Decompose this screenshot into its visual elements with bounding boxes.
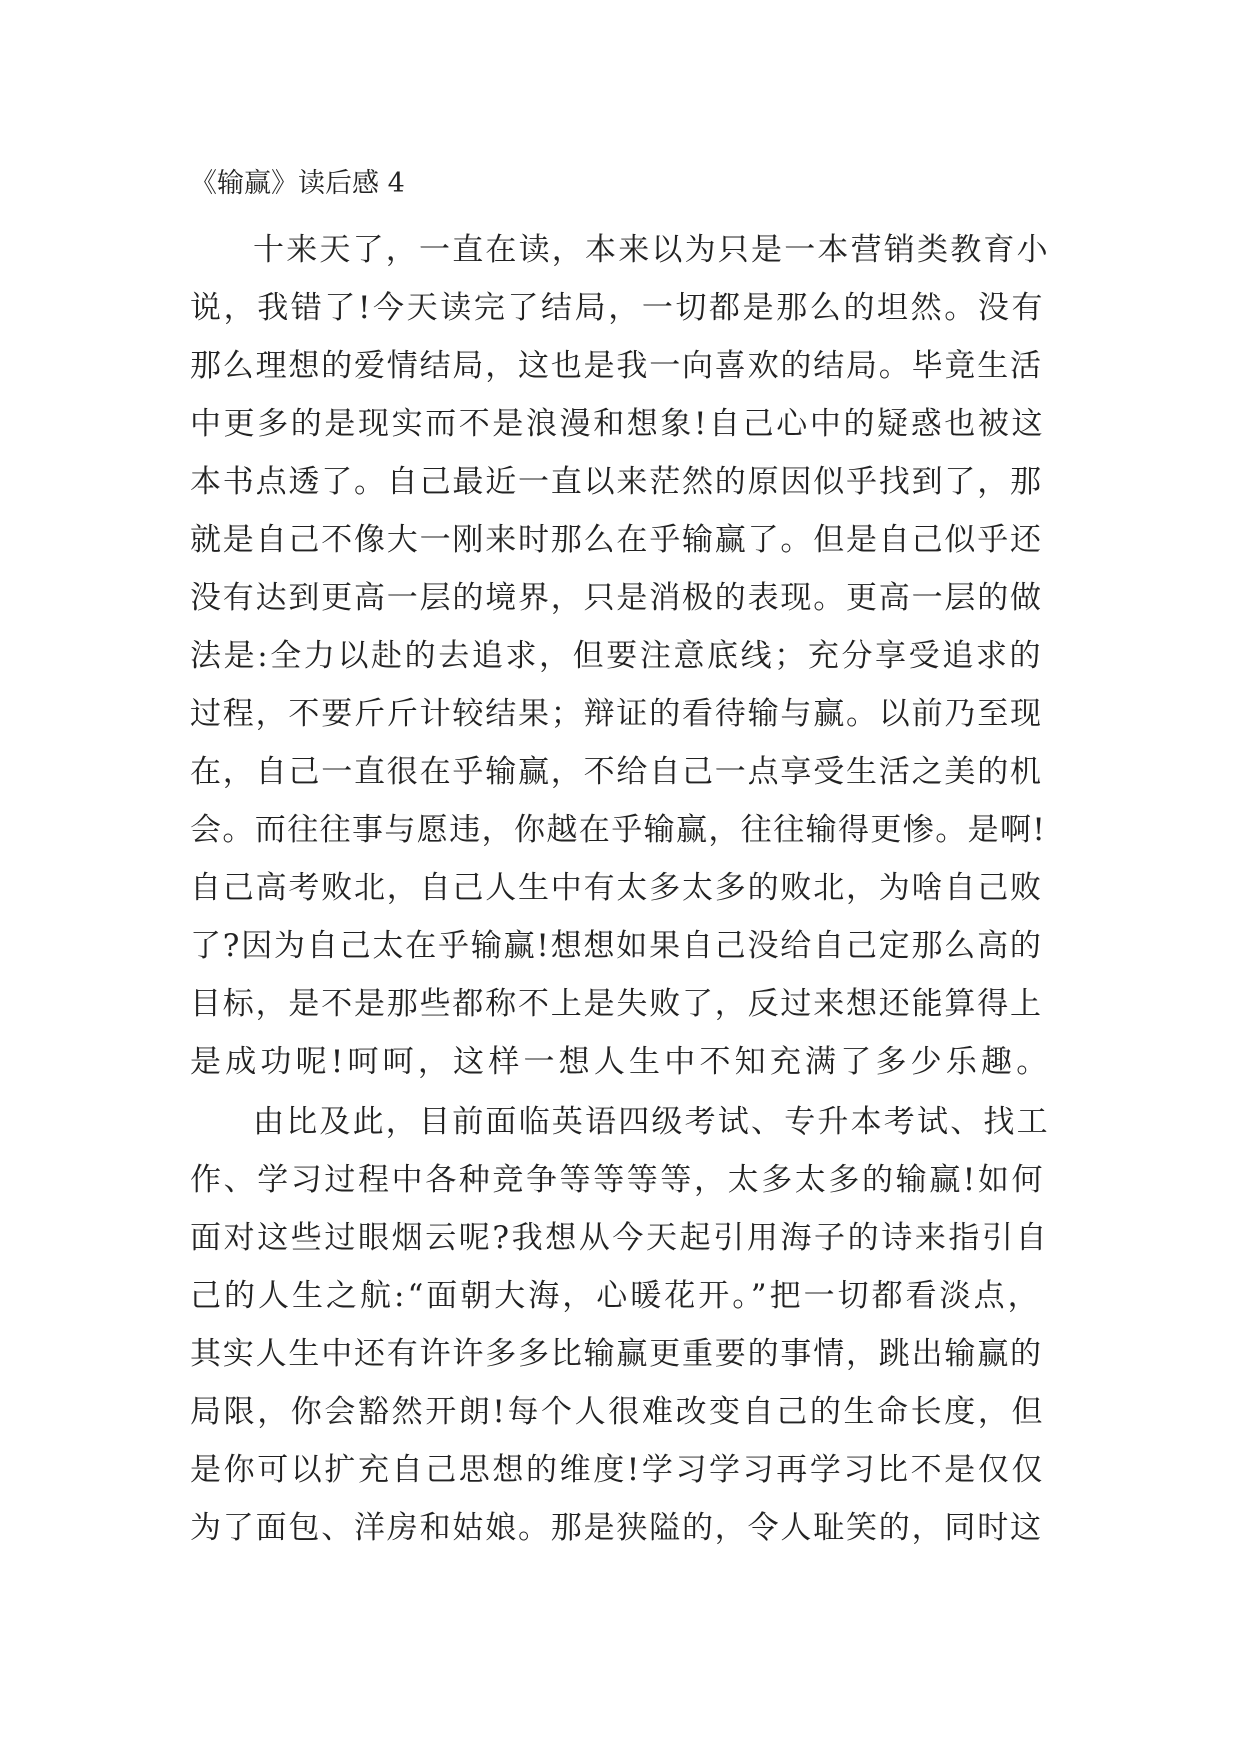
paragraph-1-line: 目标，是不是那些都称不上是失败了，反过来想还能算得上 xyxy=(190,986,1043,1022)
paragraph-1-line: 过程，不要斤斤计较结果；辩证的看待输与赢。以前乃至现 xyxy=(190,696,1043,732)
paragraph-1-line: 十来天了，一直在读，本来以为只是一本营销类教育小 xyxy=(253,232,1050,268)
paragraph-1-line: 是成功呢!呵呵，这样一想人生中不知充满了多少乐趣。 xyxy=(190,1044,1052,1080)
paragraph-2-line: 作、学习过程中各种竞争等等等等，太多太多的输赢!如何 xyxy=(190,1162,1046,1198)
paragraph-1-line: 中更多的是现实而不是浪漫和想象!自己心中的疑惑也被这 xyxy=(190,406,1046,442)
paragraph-1-line: 没有达到更高一层的境界，只是消极的表现。更高一层的做 xyxy=(190,580,1043,616)
paragraph-2-line: 由比及此，目前面临英语四级考试、专升本考试、找工 xyxy=(253,1104,1050,1140)
paragraph-1-line: 在，自己一直很在乎输赢，不给自己一点享受生活之美的机 xyxy=(190,754,1043,790)
paragraph-2-line: 面对这些过眼烟云呢?我想从今天起引用海子的诗来指引自 xyxy=(190,1220,1050,1256)
paragraph-2-line: 是你可以扩充自己思想的维度!学习学习再学习比不是仅仅 xyxy=(190,1452,1046,1488)
paragraph-1-line: 会。而往往事与愿违，你越在乎输赢，往往输得更惨。是啊! xyxy=(190,812,1047,848)
paragraph-1-line: 说，我错了!今天读完了结局，一切都是那么的坦然。没有 xyxy=(190,290,1046,326)
paragraph-2-line: 己的人生之航:“面朝大海，心暖花开。”把一切都看淡点， xyxy=(190,1278,1042,1314)
paragraph-1-line: 本书点透了。自己最近一直以来茫然的原因似乎找到了，那 xyxy=(190,464,1043,500)
paragraph-1-line: 了?因为自己太在乎输赢!想想如果自己没给自己定那么高的 xyxy=(190,928,1043,964)
paragraph-2-line: 局限，你会豁然开朗!每个人很难改变自己的生命长度，但 xyxy=(190,1394,1046,1430)
paragraph-1-line: 那么理想的爱情结局，这也是我一向喜欢的结局。毕竟生活 xyxy=(190,348,1043,384)
paragraph-2-line: 其实人生中还有许许多多比输赢更重要的事情，跳出输赢的 xyxy=(190,1336,1043,1372)
paragraph-1-line: 就是自己不像大一刚来时那么在乎输赢了。但是自己似乎还 xyxy=(190,522,1043,558)
paragraph-2-line: 为了面包、洋房和姑娘。那是狭隘的，令人耻笑的，同时这 xyxy=(190,1510,1043,1546)
paragraph-1-line: 法是:全力以赴的去追求，但要注意底线；充分享受追求的 xyxy=(190,638,1044,674)
document-title: 《输赢》读后感 4 xyxy=(190,168,405,199)
paragraph-1-line: 自己高考败北，自己人生中有太多太多的败北，为啥自己败 xyxy=(190,870,1043,906)
